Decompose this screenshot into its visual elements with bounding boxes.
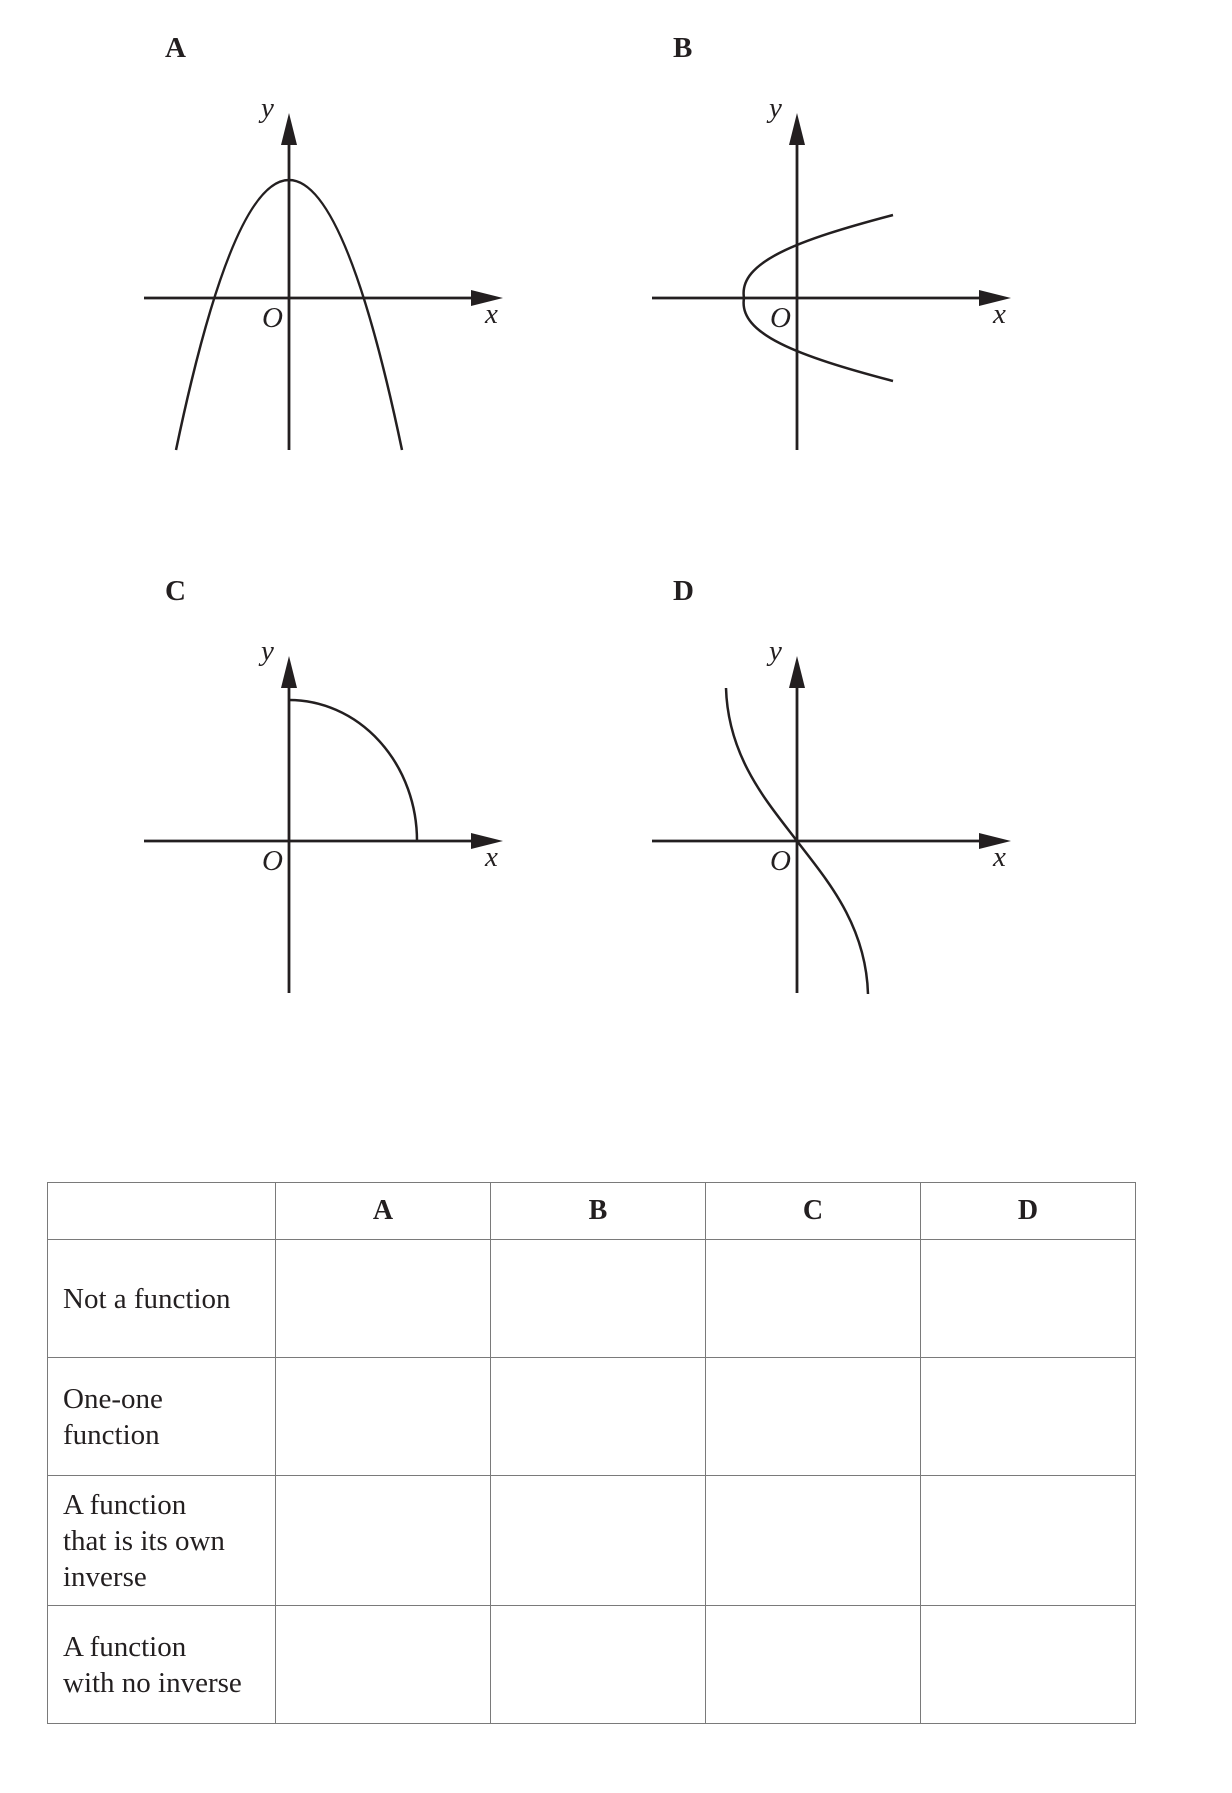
header-cell-b: B [491, 1183, 706, 1240]
table-row [48, 1358, 1136, 1476]
answer-cell-own-inverse-b[interactable] [491, 1476, 706, 1606]
graph-c [0, 543, 560, 1043]
graph-c-panel [0, 543, 560, 1043]
row-label-one-one-function: One-one function [48, 1358, 276, 1476]
graph-c-x-label: x [485, 841, 498, 873]
table-row [48, 1476, 1136, 1606]
graph-d-y-label: y [769, 635, 782, 667]
answer-cell-no-inverse-c[interactable] [706, 1606, 921, 1724]
graph-c-y-arrowhead [281, 656, 297, 688]
answer-cell-not-a-function-c[interactable] [706, 1240, 921, 1358]
answer-cell-no-inverse-d[interactable] [921, 1606, 1136, 1724]
graph-a [0, 0, 560, 500]
graph-b-letter: B [673, 32, 693, 64]
row-label-no-inverse: A function with no inverse [48, 1606, 276, 1724]
graph-b [508, 0, 1068, 500]
answer-cell-not-a-function-b[interactable] [491, 1240, 706, 1358]
row-label-not-a-function: Not a function [48, 1240, 276, 1358]
graph-b-origin-label: O [770, 302, 791, 334]
graph-c-curve [289, 700, 417, 841]
graph-b-y-arrowhead [789, 113, 805, 145]
header-cell-blank [48, 1183, 276, 1240]
answer-cell-no-inverse-b[interactable] [491, 1606, 706, 1724]
graph-a-panel [0, 0, 560, 500]
graph-d-panel [508, 543, 1068, 1043]
answer-cell-one-one-d[interactable] [921, 1358, 1136, 1476]
graph-c-letter: C [165, 575, 186, 607]
graph-b-y-label: y [769, 92, 782, 124]
graph-b-panel [508, 0, 1068, 500]
answer-cell-one-one-b[interactable] [491, 1358, 706, 1476]
answer-cell-own-inverse-c[interactable] [706, 1476, 921, 1606]
graph-a-y-arrowhead [281, 113, 297, 145]
answer-cell-not-a-function-d[interactable] [921, 1240, 1136, 1358]
header-cell-c: C [706, 1183, 921, 1240]
table-row [48, 1240, 1136, 1358]
graph-a-origin-label: O [262, 302, 283, 334]
graph-d-origin-label: O [770, 845, 791, 877]
answer-cell-no-inverse-a[interactable] [276, 1606, 491, 1724]
answer-cell-own-inverse-d[interactable] [921, 1476, 1136, 1606]
row-label-own-inverse: A function that is its own inverse [48, 1476, 276, 1606]
header-cell-d: D [921, 1183, 1136, 1240]
graph-a-x-label: x [485, 298, 498, 330]
graph-c-origin-label: O [262, 845, 283, 877]
answer-table [47, 1182, 1136, 1724]
graph-d-letter: D [673, 575, 694, 607]
graph-d-y-arrowhead [789, 656, 805, 688]
answer-cell-own-inverse-a[interactable] [276, 1476, 491, 1606]
answer-cell-not-a-function-a[interactable] [276, 1240, 491, 1358]
graph-b-x-label: x [993, 298, 1006, 330]
graph-c-y-label: y [261, 635, 274, 667]
answer-cell-one-one-a[interactable] [276, 1358, 491, 1476]
header-cell-a: A [276, 1183, 491, 1240]
table-row [48, 1606, 1136, 1724]
graph-d [508, 543, 1068, 1043]
graph-d-x-label: x [993, 841, 1006, 873]
table-header-row [48, 1183, 1136, 1240]
graph-a-letter: A [165, 32, 186, 64]
graph-a-y-label: y [261, 92, 274, 124]
answer-cell-one-one-c[interactable] [706, 1358, 921, 1476]
